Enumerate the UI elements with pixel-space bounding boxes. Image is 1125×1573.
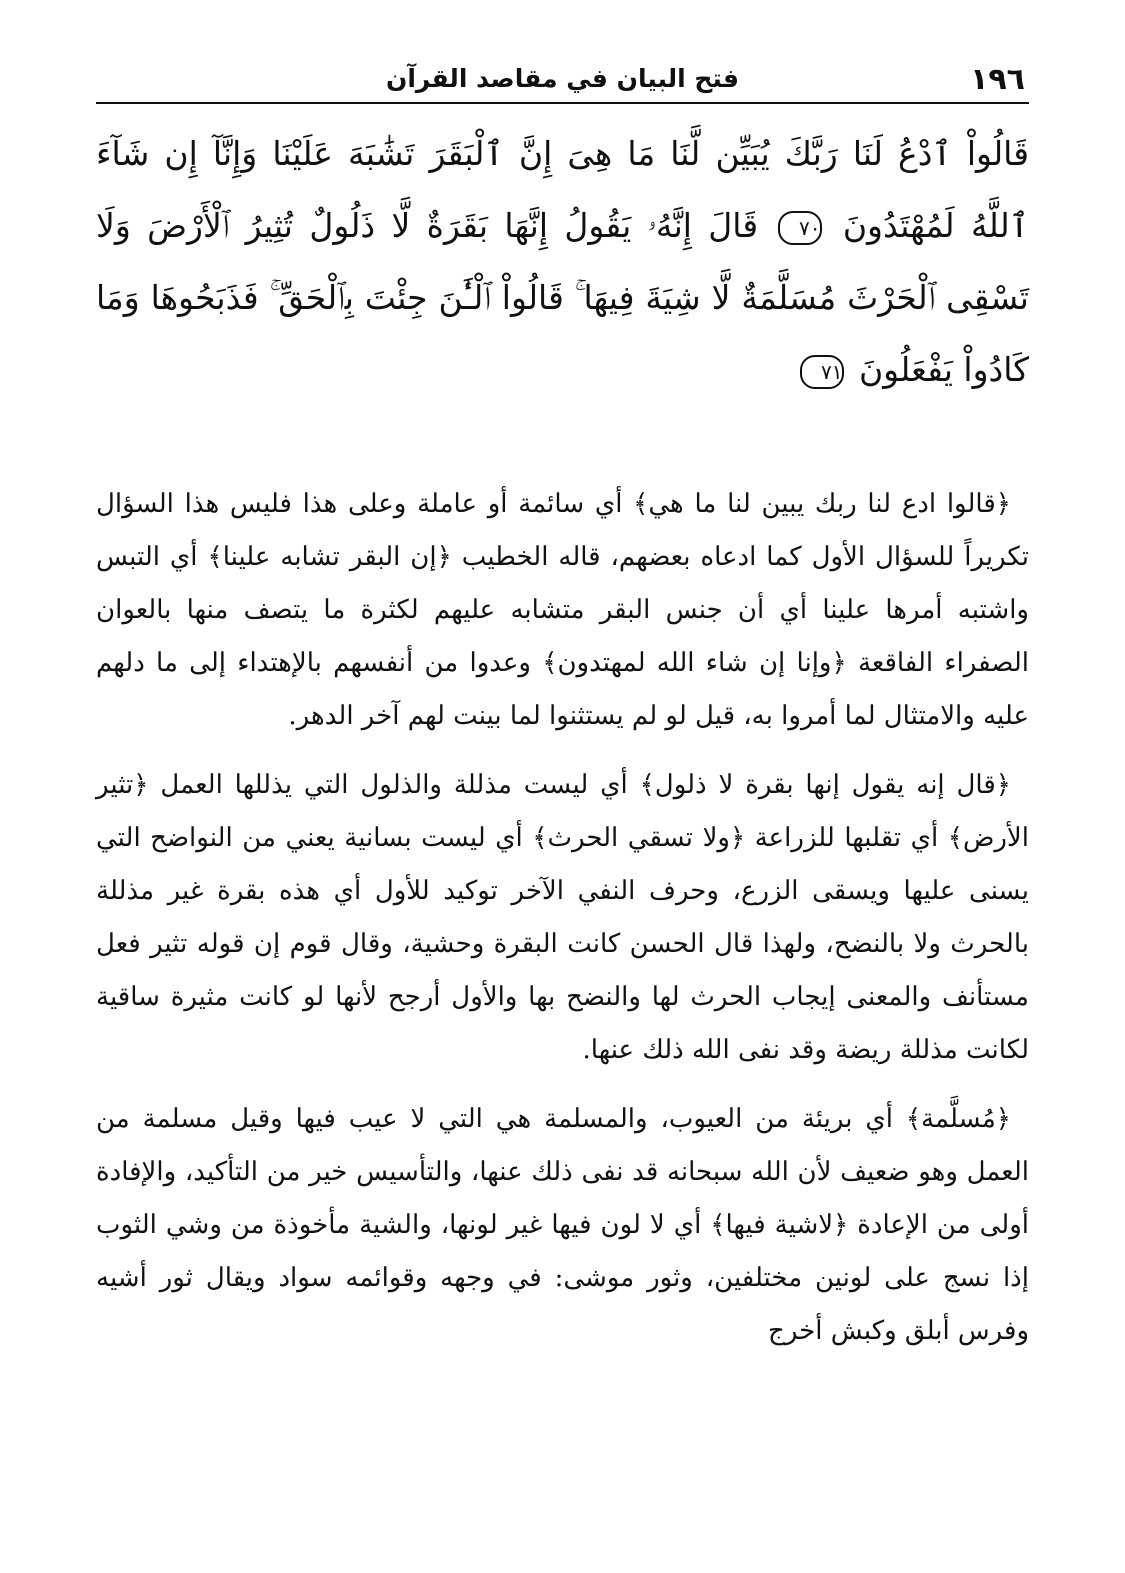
commentary-paragraph: ﴿مُسلَّمة﴾ أي بريئة من العيوب، والمسلمة هي التي لا عيب فيها وقيل مسلمة من العمل وهو ضعيف لأن الله سبحانه قد نفى ذلك عنها، والتأسيس خير من التأكيد، والإفادة أولى من الإعادة ﴿لاشية فيها﴾ أي لا لون فيها غير لونها، والشية مأخوذة من وشي الثوب إذا نسج على لونين مختلفين، وثور موشى: في وجهه وقوائمه سواد ويقال ثور أشيه وفرس أبلق وكبش أخرج xyxy=(96,1104,1029,1346)
ayah-number-marker: ٧٠ xyxy=(778,211,822,245)
verse-70-text: قَالُواْ ٱدْعُ لَنَا رَبَّكَ يُبَيِّن لَّنَا مَا هِىَ إِنَّ ٱلْبَقَرَ تَشَٰبَهَ عَلَيْنَا وَإِنَّآ إِن شَآءَ ٱللَّهُ لَمُهْتَدُونَ xyxy=(96,134,1029,245)
page-number: ١٩٦ xyxy=(970,62,1025,97)
commentary-body xyxy=(96,478,1029,1374)
ayah-number-marker: ٧١ xyxy=(800,355,844,389)
running-title: فتح البيان في مقاصد القرآن xyxy=(385,64,740,93)
quran-verses xyxy=(96,118,1029,406)
verse-71-text: قَالَ إِنَّهُۥ يَقُولُ إِنَّهَا بَقَرَةٌ لَّا ذَلُولٌ تُثِيرُ ٱلْأَرْضَ وَلَا تَسْقِى ٱلْحَرْثَ مُسَلَّمَةٌ لَّا شِيَةَ فِيهَا ۚ قَالُواْ ٱلْـَٰٔنَ جِئْتَ بِٱلْحَقِّ ۚ فَذَبَحُوهَا وَمَا كَادُواْ يَفْعَلُونَ xyxy=(96,206,1029,389)
commentary-paragraph: ﴿قالوا ادع لنا ربك يبين لنا ما هي﴾ أي سائمة أو عاملة وعلى هذا فليس هذا السؤال تكريراً للسؤال الأول كما ادعاه بعضهم، قاله الخطيب ﴿إن البقر تشابه علينا﴾ أي التبس واشتبه أمرها علينا أي أن جنس البقر متشابه عليهم لكثرة ما يتصف منها بالعوان الصفراء الفاقعة ﴿وإنا إن شاء الله لمهتدون﴾ وعدوا من أنفسهم بالإهتداء إلى ما دلهم عليه والامتثال لما أمروا به، قيل لو لم يستثنوا لما بينت لهم آخر الدهر. xyxy=(96,489,1029,731)
page-header xyxy=(96,56,1029,104)
commentary-paragraph: ﴿قال إنه يقول إنها بقرة لا ذلول﴾ أي ليست مذللة والذلول التي يذللها العمل ﴿تثير الأرض﴾ أي تقلبها للزراعة ﴿ولا تسقي الحرث﴾ أي ليست بسانية يعني من النواضح التي يسنى عليها ويسقى الزرع، وحرف النفي الآخر توكيد للأول أي هذه بقرة غير مذللة بالحرث ولا بالنضح، ولهذا قال الحسن كانت البقرة وحشية، وقال قوم إن قوله تثير فعل مستأنف والمعنى إيجاب الحرث لها والنضح بها والأول أرجح لأنها لو كانت مثيرة ساقية لكانت مذللة ريضة وقد نفى الله ذلك عنها. xyxy=(96,770,1029,1065)
